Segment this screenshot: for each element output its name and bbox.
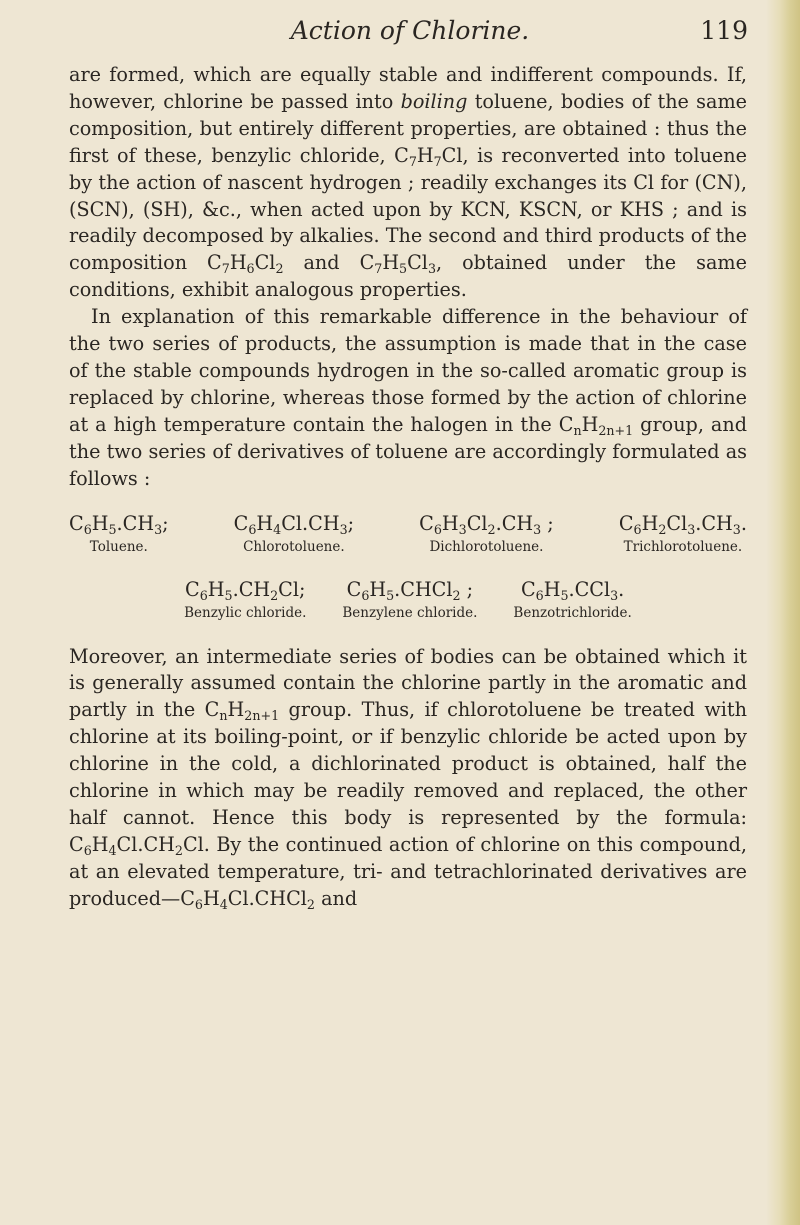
- text-run: .: [740, 511, 747, 535]
- text-run: C: [233, 511, 249, 535]
- subscript: 6: [83, 842, 92, 858]
- formula-caption: Benzylene chloride.: [342, 604, 478, 621]
- subscript: 3: [458, 521, 467, 537]
- text-run: H: [581, 412, 599, 436]
- formula-caption: Toluene.: [89, 538, 148, 555]
- subscript: 6: [248, 521, 257, 537]
- formula-benzotrichloride: [513, 578, 631, 622]
- subscript: 2: [658, 521, 667, 537]
- text-run: ;: [347, 511, 355, 535]
- subscript: 5: [399, 261, 408, 277]
- subscript: 2: [452, 587, 461, 603]
- text-run: H: [207, 577, 225, 601]
- text-run: Cl: [666, 511, 688, 535]
- formula-benzylene-chloride: [342, 578, 477, 622]
- text-run: and C: [283, 251, 375, 275]
- text-run: H: [227, 698, 245, 722]
- formula-row-benzyl-chlorides: [69, 578, 747, 622]
- formula-text: [619, 512, 747, 536]
- text-run: H: [91, 511, 109, 535]
- subscript: 6: [633, 521, 642, 537]
- formula-dichlorotoluene: [419, 512, 554, 556]
- text-run: toluene, bodies of the same composition, but entirely different properties, are obtained : thus the first of these, benzylic chloride, C: [69, 89, 747, 167]
- formula-text: [419, 512, 554, 536]
- text-run: Cl: [466, 511, 488, 535]
- text-run: Cl;: [278, 577, 306, 601]
- formula-caption: Benzylic chloride.: [184, 604, 307, 621]
- page-number: 119: [700, 16, 748, 45]
- subscript: 7: [408, 153, 417, 169]
- text-run: H: [369, 577, 387, 601]
- subscript: 2n+1: [244, 708, 280, 724]
- formula-text: [69, 512, 169, 536]
- text-run: C: [185, 577, 200, 601]
- text-run: H: [256, 511, 274, 535]
- subscript: 3: [610, 587, 619, 603]
- subscript: 6: [361, 587, 370, 603]
- subscript: 4: [273, 521, 282, 537]
- text-run: Cl, is reconverted into toluene by the action of nascent hydrogen ; readily exchanges its Cl for (CN), (SCN), (SH), &c., when acted upon by KCN, KSCN, or KHS ; and is readily decomposed by alkalies. The second and third products of the composition C: [69, 143, 747, 275]
- subscript: 6: [194, 896, 203, 912]
- text-run: H: [202, 886, 220, 910]
- text-run: , obtained under the same conditions, exhibit analogous properties.: [69, 251, 747, 302]
- text-run: C: [69, 511, 84, 535]
- subscript: 3: [427, 261, 436, 277]
- formula-caption: Benzotrichloride.: [513, 604, 632, 621]
- subscript: 7: [374, 261, 383, 277]
- formula-toluene: [69, 512, 169, 556]
- subscript: 5: [386, 587, 395, 603]
- formula-benzylic-chloride: [184, 578, 306, 622]
- text-run: H: [641, 511, 659, 535]
- subscript: 4: [219, 896, 228, 912]
- subscript: 5: [560, 587, 569, 603]
- formula-caption: Chlorotoluene.: [243, 538, 345, 555]
- formula-text: [513, 578, 631, 602]
- subscript: 2n+1: [598, 422, 634, 438]
- text-run: are formed, which are equally stable and indifferent compounds. If, however, chlorine be passed into: [69, 63, 747, 113]
- text-run: .CCl: [568, 577, 611, 601]
- formula-text: [184, 578, 306, 602]
- page-header: [70, 16, 750, 52]
- paragraph-3: [69, 644, 747, 913]
- subscript: 2: [174, 842, 183, 858]
- formula-row-chlorotoluenes: [69, 512, 747, 556]
- text-run: .CH: [695, 511, 733, 535]
- subscript: 5: [108, 521, 117, 537]
- text-run: Cl. By the continued action of chlorine on this compound, at an elevated temperature, tri- and tetrachlorinated derivatives are produced—C: [69, 832, 747, 910]
- subscript: 6: [83, 521, 92, 537]
- subscript: 7: [433, 153, 442, 169]
- text-run: Cl.CHCl: [227, 886, 307, 910]
- subscript: 2: [275, 261, 284, 277]
- running-title: Action of Chlorine.: [290, 16, 530, 45]
- text-run: C: [520, 577, 536, 601]
- subscript: 5: [224, 587, 233, 603]
- subscript: 6: [535, 587, 544, 603]
- text-run: Cl.CH: [116, 832, 175, 856]
- text-run: H: [229, 251, 247, 275]
- text-run: ;: [541, 511, 554, 535]
- text-run: C: [618, 511, 634, 535]
- text-run: Cl.CH: [281, 511, 340, 535]
- subscript: 7: [221, 261, 230, 277]
- text-run: .CH: [495, 511, 534, 535]
- body-text: [69, 62, 747, 913]
- subscript: 3: [732, 521, 741, 537]
- subscript: 3: [533, 521, 542, 537]
- formula-trichlorotoluene: [619, 512, 747, 556]
- subscript: 3: [687, 521, 696, 537]
- text-run: C: [346, 577, 362, 601]
- page-edge-shadow: [766, 0, 800, 1225]
- subscript: 4: [108, 842, 117, 858]
- subscript: 2: [487, 521, 496, 537]
- text-run: and: [314, 886, 358, 910]
- formula-chlorotoluene: [234, 512, 354, 556]
- paragraph-1: [69, 62, 747, 304]
- subscript: n: [219, 708, 228, 724]
- formula-caption: Dichlorotoluene.: [429, 538, 544, 555]
- text-run: In explanation of this remarkable difference in the behaviour of the two series of products, the assumption is made that in the case of the stable compounds hydrogen in the so-called aromatic group is replaced by chlorine, whereas those formed by the action of chlorine at a high temperature contain the halogen in the C: [69, 305, 747, 436]
- subscript: n: [573, 422, 582, 438]
- text-run: C: [419, 511, 434, 535]
- text-run: H: [441, 511, 459, 535]
- subscript: 6: [246, 261, 255, 277]
- text-run: Cl: [407, 251, 428, 275]
- subscript: 6: [199, 587, 208, 603]
- subscript: 3: [339, 521, 348, 537]
- text-run: .CH: [116, 511, 155, 535]
- formula-text: [342, 578, 477, 602]
- text-run: .: [618, 577, 625, 601]
- subscript: 2: [270, 587, 279, 603]
- text-run: ;: [162, 511, 169, 535]
- formula-caption: Trichlorotoluene.: [623, 538, 743, 555]
- formula-text: [234, 512, 354, 536]
- text-run: .CH: [232, 577, 271, 601]
- text-run: H: [91, 832, 109, 856]
- subscript: 2: [306, 896, 315, 912]
- subscript: 6: [433, 521, 442, 537]
- paragraph-2: [69, 304, 747, 492]
- text-run: Cl: [254, 251, 276, 275]
- text-run: .CHCl: [394, 577, 453, 601]
- text-run: Moreover, an intermediate series of bodies can be obtained which it is generally assumed contain the chlorine partly in the aromatic and partly in the C: [69, 644, 747, 722]
- italic-text: boiling: [400, 89, 468, 113]
- text-run: ;: [460, 577, 474, 601]
- text-run: H: [416, 143, 434, 167]
- text-run: group, and the two series of derivatives of toluene are accordingly formulated as follows :: [69, 412, 747, 490]
- text-run: H: [543, 577, 561, 601]
- text-run: H: [382, 251, 400, 275]
- text-run: group. Thus, if chlorotoluene be treated with chlorine at its boiling-point, or if benzylic chloride be acted upon by chlorine in the cold, a dichlorinated product is obtained, half the chlorine in which may be readily removed and replaced, the other half cannot. Hence this body is represented by the formula: C: [69, 698, 747, 856]
- subscript: 3: [154, 521, 163, 537]
